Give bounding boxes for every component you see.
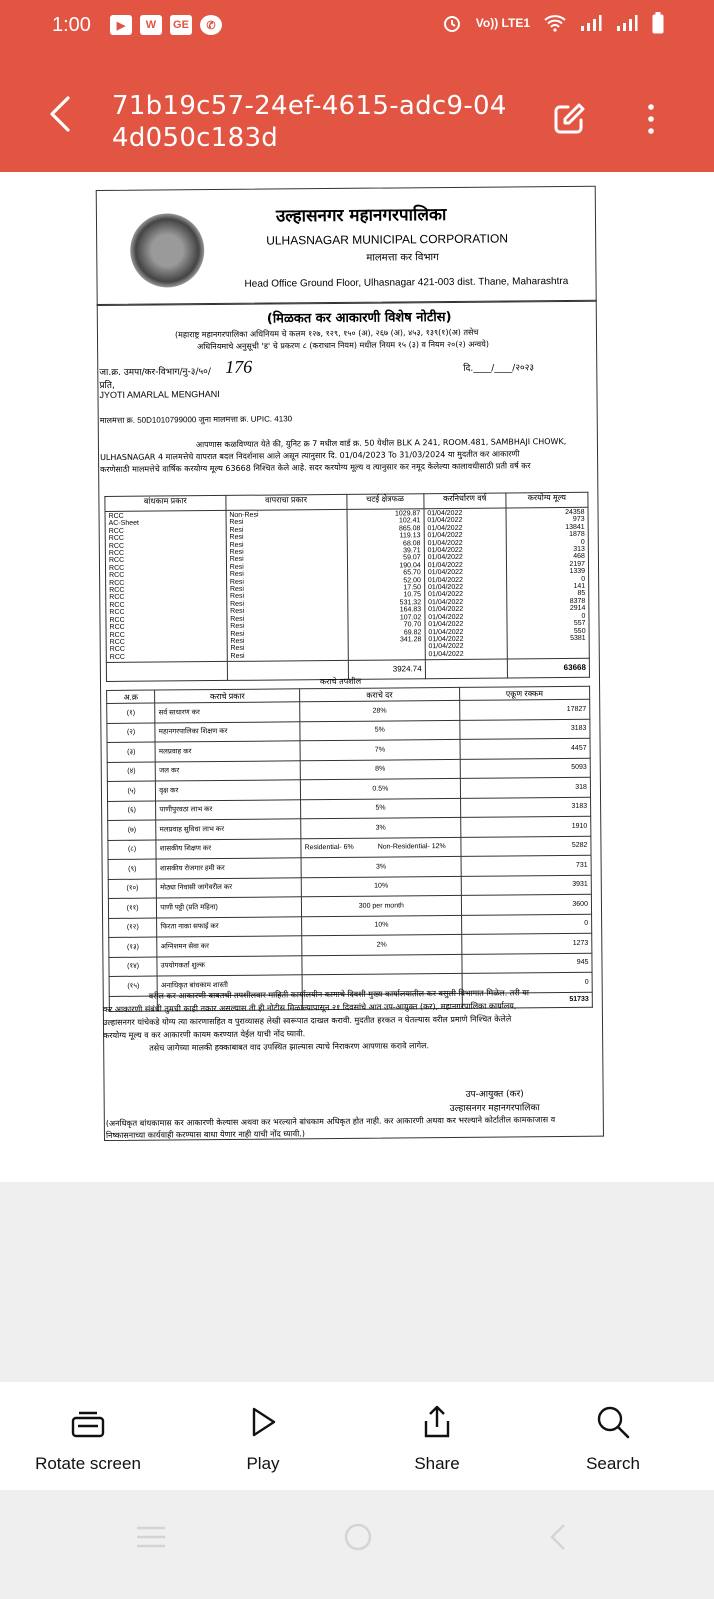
owner-name: JYOTI AMARLAL MENGHANI xyxy=(99,388,220,401)
footer-line: करयोग्य मूल्य व कर आकारणी कायम करण्यात येईल याची नोंद घ्यावी. xyxy=(103,1029,306,1041)
tax-rate: 300 per month xyxy=(302,895,462,916)
share-button[interactable] xyxy=(362,1404,512,1474)
law-reference-2: अधिनियमाचे अनुसूची 'ड' चे प्रकरण ८ (कराधान नियम) मधील नियम १५ (३) व नियम २०(२) अन्वये) xyxy=(197,339,490,352)
search-icon xyxy=(595,1404,631,1440)
table-header: बांधकाम प्रकार xyxy=(105,495,226,511)
table-header: चटई क्षेत्रफळ xyxy=(346,494,423,510)
row-number: (१४) xyxy=(109,957,157,977)
table-header: एकूण रक्कम xyxy=(459,686,590,700)
footer-text xyxy=(103,986,594,1055)
signatory-title: उप-आयुक्त (कर) xyxy=(465,1089,524,1100)
row-number: (१५) xyxy=(109,976,157,996)
document-viewer[interactable] xyxy=(0,172,714,1182)
tax-details-caption: कराचे तपशील xyxy=(319,676,362,687)
reference-label: जा.क्र. उमपा/कर-विभाग/नु-३/५०/ xyxy=(99,367,211,379)
row-number: (६) xyxy=(108,801,156,821)
tax-rate: 8% xyxy=(300,759,460,780)
notice-title: (मिळकत कर आकारणी विशेष नोटीस) xyxy=(266,309,452,327)
recent-apps-icon[interactable] xyxy=(135,1525,167,1549)
tax-rate: 0.5% xyxy=(301,778,461,799)
table-header: कराचे दर xyxy=(300,687,459,701)
row-number: (११) xyxy=(108,898,156,918)
row-number: (३) xyxy=(107,742,155,762)
tax-rate: 10% xyxy=(301,876,461,897)
tax-rate: 10% xyxy=(302,915,462,936)
signal-icon-2 xyxy=(616,14,638,32)
tax-type: पाणीपुरवठा लाभ कर xyxy=(156,799,301,820)
tax-rate: 28% xyxy=(300,700,460,721)
tax-amount: 5282 xyxy=(460,836,591,857)
tax-amount: 17827 xyxy=(459,699,590,720)
w-icon: W xyxy=(140,15,162,35)
play-icon xyxy=(245,1404,281,1440)
disclaimer-note: (अनधिकृत बांधकामास कर आकारणी केल्यास अथवा कर भरल्याने बांधकाम अधिकृत होत नाही. कर आकारणी अथवा कर भरल्याने कोर्टातील कामकाजास व निष्कासनाच्या कार्यवाही करण्यास बाधा येणार नाही याची नोंद घ्यावी.) xyxy=(105,1115,556,1141)
share-label: Share xyxy=(414,1454,460,1473)
status-time: 1:00 xyxy=(52,14,91,36)
tax-type: मलप्रवाह कर xyxy=(155,741,300,762)
tax-type: सर्व साधारण कर xyxy=(155,702,300,723)
table-row xyxy=(105,507,589,662)
phone-icon: ✆ xyxy=(200,15,222,35)
tax-amount: 5093 xyxy=(460,758,591,779)
home-icon[interactable] xyxy=(343,1522,373,1552)
search-button[interactable] xyxy=(538,1404,688,1474)
addressee-label: प्रति, xyxy=(99,380,115,392)
law-reference-1: (महाराष्ट्र महानगरपालिका अधिनियम चे कलम १२७, १२९, १५० (अ), २६७ (अ), ४५३, १३९(१)(अ) तसेच xyxy=(174,327,479,340)
paragraph-line-2: ULHASNAGAR 4 मालमत्तेचे वापरात बदल निदर्शनास आले असून त्यानुसार दि. 01/04/2023 To 31/03/2024 या मुदतीत कर आकारणी xyxy=(100,449,520,463)
row-number: (८) xyxy=(108,840,156,860)
notice-date: दि.____/____/२०२३ xyxy=(463,363,535,374)
tax-rate: 7% xyxy=(300,739,460,760)
play-button[interactable] xyxy=(188,1404,338,1474)
org-name-english: ULHASNAGAR MUNICIPAL CORPORATION xyxy=(266,231,509,248)
total-taxable-value: 63668 xyxy=(507,658,589,678)
reference-number: 176 xyxy=(225,356,253,377)
app-bar xyxy=(0,54,714,172)
tax-amount: 945 xyxy=(461,953,592,974)
property-line: मालमत्ता क्र. 50D1010799000 जुना मालमत्ता क्र. UPIC. 4130 xyxy=(99,414,293,426)
rotate-screen-label: Rotate screen xyxy=(35,1454,141,1473)
rate-non-residential: Non-Residential- 12% xyxy=(377,843,446,851)
tax-amount: 0 xyxy=(462,972,593,993)
table-header: वापराचा प्रकार xyxy=(226,494,347,510)
tax-type: जल कर xyxy=(155,760,300,781)
tax-amount: 3600 xyxy=(461,894,592,915)
document-title xyxy=(112,90,507,154)
alarm-icon xyxy=(442,13,462,33)
construction-types: RCC AC-Sheet RCC RCC RCC RCC RCC RCC RCC RCC RCC RCC RCC RCC RCC RCC RCC RCC RCC RCC xyxy=(105,510,227,662)
tax-type: वृक्ष कर xyxy=(156,780,301,801)
property-valuation-table xyxy=(104,492,590,682)
tax-rate: 5% xyxy=(300,720,460,741)
carpet-areas: 1029.87 102.41 865.08 119.13 68.08 39.71 59.07 190.04 65.70 52.00 17.50 10.75 531.32 164.83 107.02 70.70 69.82 341.28 xyxy=(347,509,426,661)
tax-rate xyxy=(302,954,462,975)
footer-line: उल्हासनगर यांचेकडे योग्य त्या कारणासहित व पुराव्यासह लेखी स्वरूपात दाखल करावी. मुदतीत हरकत न घेतल्यास वरील प्रमाणे निश्चित केलेले xyxy=(102,1014,512,1028)
tax-details-table xyxy=(106,686,593,1012)
footer-line: वरील कर आकारणी बाबतची तपशीलवार माहिती कार्यालयीन कामाचे दिवशी मुख्य कार्यालयातील कर वसुली विभागात मिळेल. तरी या xyxy=(148,988,529,1001)
play-label: Play xyxy=(246,1454,280,1473)
tax-type: फिरता नाका सफाई कर xyxy=(157,916,302,937)
table-header: करनिर्धारण वर्ष xyxy=(424,493,506,509)
battery-icon xyxy=(652,12,664,34)
rate-residential: Residential- 6% xyxy=(304,844,354,852)
tax-type: पाणी पट्टी (प्रति महिना) xyxy=(157,897,302,918)
tax-total: 51733 xyxy=(462,992,593,1008)
tax-rate: 3% xyxy=(301,856,461,877)
taxable-values: 24358 973 13841 1878 0 313 468 2197 1339 0 141 85 8378 2914 0 557 550 5381 xyxy=(506,507,589,659)
rotate-screen-icon xyxy=(70,1404,106,1440)
wifi-icon xyxy=(544,14,566,32)
row-number: (१) xyxy=(107,703,155,723)
assessment-years: 01/04/2022 01/04/2022 01/04/2022 01/04/2022 01/04/2022 01/04/2022 01/04/2022 01/04/2022 01/04/2022 01/04/2022 01/04/2022 01/04/2022 01/04/2022 01/04/2022 01/04/2022 01/04/2022 01/04/2022 01/04/2022 01/04/2022 01/04/2022 xyxy=(424,508,507,660)
search-label: Search xyxy=(586,1454,640,1473)
tax-amount: 0 xyxy=(461,914,592,935)
tax-type: अनाधिकृत बांधकाम शास्ती xyxy=(157,975,302,996)
system-nav-bar xyxy=(0,1490,714,1599)
usage-types: Non-Resi Resi Resi Resi Resi Resi Resi Resi Resi Resi Resi Resi Resi Resi Resi Resi Resi Resi Resi Resi xyxy=(226,509,348,661)
tax-amount: 1273 xyxy=(461,933,592,954)
table-header: अ.क्र xyxy=(107,690,155,703)
tax-amount: 1910 xyxy=(460,816,591,837)
footer-line: कर आकारणी संबंधी तुमची काही तक्रार असल्यास ती ही नोटीस मिळाल्यापासून २१ दिवसांचे आत उप-आयुक्त (कर), महानगरपालिका कार्यालय, xyxy=(102,1001,517,1015)
tax-rate: 5% xyxy=(301,798,461,819)
row-number: (२) xyxy=(107,723,155,743)
tax-type: शासकीय शिक्षण कर xyxy=(156,838,301,859)
row-number: (१०) xyxy=(108,879,156,899)
volte-indicator: Vo)) LTE1 xyxy=(475,16,530,30)
more-options-icon[interactable] xyxy=(646,102,656,136)
back-nav-icon[interactable] xyxy=(548,1522,568,1552)
tax-amount: 318 xyxy=(460,777,591,798)
row-number: (९) xyxy=(108,859,156,879)
tax-type: उपयोगकर्ता शुल्क xyxy=(157,955,302,976)
notice-paragraph xyxy=(100,436,590,476)
tax-rate: 3% xyxy=(301,817,461,838)
table-header: कराचे प्रकार xyxy=(155,689,300,703)
back-arrow-icon[interactable] xyxy=(46,94,76,134)
paragraph-line-3: करणेसाठी मालमत्तेचे वार्षिक करयोग्य मूल्य 63668 निश्चित केले आहे. सदर करयोग्य मूल्य व त्यानुसार कर नमूद केलेल्या कालावधीसाठी प्रती वर्ष कर xyxy=(100,461,531,475)
row-number: (४) xyxy=(107,762,155,782)
tax-type: शासकीय रोजगार हमी कर xyxy=(156,858,301,879)
row-number: (५) xyxy=(107,781,155,801)
status-bar xyxy=(0,0,714,54)
tax-amount: 3931 xyxy=(461,875,592,896)
tax-rate xyxy=(301,837,461,858)
tax-notice-page xyxy=(66,186,603,1176)
table-header: करयोग्य मूल्य xyxy=(506,492,588,508)
org-name-marathi: उल्हासनगर महानगरपालिका xyxy=(275,205,447,227)
signal-icon-1 xyxy=(580,14,602,32)
tax-type: मोठ्या निवासी जागेवरील कर xyxy=(157,877,302,898)
title-line-2: 4d050c183d xyxy=(112,123,279,153)
rotate-screen-button[interactable] xyxy=(13,1404,163,1474)
department-name: मालमत्ता कर विभाग xyxy=(366,252,439,264)
signatory-org: उल्हासनगर महानगरपालिका xyxy=(449,1103,540,1115)
tax-amount: 731 xyxy=(461,855,592,876)
tax-rate: 2% xyxy=(302,934,462,955)
paragraph-line-1: आपणास कळविण्यात येते की, युनिट क्र 7 मधील वार्ड क्र. 50 येथील BLK A 241, ROOM.481, SAMBHAJI CHOWK, xyxy=(195,436,567,450)
tax-type: मलप्रवाह सुविधा लाभ कर xyxy=(156,819,301,840)
total-area: 3924.74 xyxy=(348,660,425,680)
system-icons xyxy=(442,12,664,34)
share-icon xyxy=(419,1404,455,1440)
tax-amount: 4457 xyxy=(460,738,591,759)
row-number: (७) xyxy=(108,820,156,840)
tax-amount: 3183 xyxy=(460,797,591,818)
tax-amount: 3183 xyxy=(459,719,590,740)
office-address: Head Office Ground Floor, Ulhasnagar 421-003 dist. Thane, Maharashtra xyxy=(244,275,569,290)
row-number: (१३) xyxy=(109,937,157,957)
corporation-seal-icon xyxy=(130,213,205,288)
row-number: (१२) xyxy=(109,918,157,938)
bottom-toolbar xyxy=(0,1382,714,1490)
tax-type: अग्निशमन सेवा कर xyxy=(157,936,302,957)
footer-line: तसेच जागेच्या मालकी हक्काबाबत वाद उपस्थित झाल्यास त्याचे निराकरण आपणास करावे लागेल. xyxy=(149,1041,430,1053)
title-line-1: 71b19c57-24ef-4615-adc9-04 xyxy=(112,91,507,121)
tax-type: महानगरपालिका शिक्षण कर xyxy=(155,721,300,742)
ge-icon: GE xyxy=(170,15,192,35)
notification-icons xyxy=(110,15,222,35)
youtube-icon: ▶ xyxy=(110,15,132,35)
edit-icon[interactable] xyxy=(552,102,586,136)
